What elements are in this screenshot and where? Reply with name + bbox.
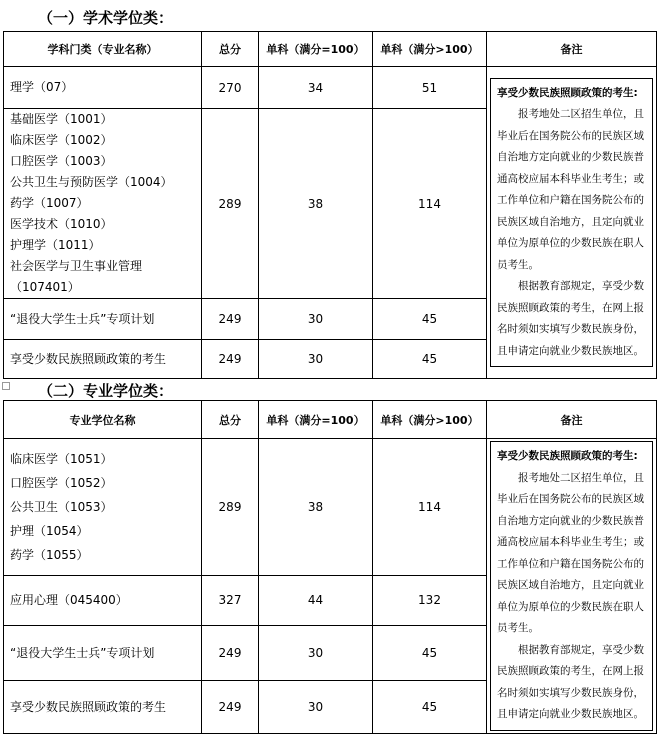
total-score: 289 <box>202 439 259 576</box>
subject-name: 享受少数民族照顾政策的考生 <box>10 699 167 714</box>
section1-title: （一）学术学位类： <box>38 9 174 27</box>
notes-paragraph: 根据教育部规定，享受少数民族照顾政策的考生，在网上报名时须如实填写少数民族身份，且申请定向就业少数民族地区。 <box>497 643 644 720</box>
header-total: 总分 <box>202 401 259 439</box>
header-single-100: 单科（满分=100） <box>259 401 373 439</box>
subject-cell <box>4 340 202 379</box>
total-score: 289 <box>202 109 259 299</box>
total-score: 327 <box>202 575 259 625</box>
single-over-100-score: 45 <box>373 340 487 379</box>
header-single-over-100: 单科（满分>100） <box>373 32 487 67</box>
subject-name: 药学（1007） <box>10 196 89 210</box>
notes-heading: 享受少数民族照顾政策的考生: <box>497 86 638 99</box>
subject-name: 医学技术（1010） <box>10 217 113 231</box>
subject-name: 基础医学（1001） <box>10 112 113 126</box>
single-over-100-score: 114 <box>373 109 487 299</box>
single-over-100-score: 114 <box>373 439 487 576</box>
section2-title: （二）专业学位类： <box>38 382 174 400</box>
subject-cell <box>4 626 202 681</box>
header-subject: 专业学位名称 <box>4 401 202 439</box>
header-subject: 学科门类（专业名称） <box>4 32 202 67</box>
notes-paragraph: 报考地处二区招生单位，且毕业后在国务院公布的民族区域自治地方定向就业的少数民族普通高校应届本科毕业生考生；或工作单位和户籍在国务院公布的民族区域自治地方，且定向就业单位为原单位的少数民族在职人员考生。 <box>497 471 644 634</box>
subject-name: 口腔医学（1003） <box>10 154 113 168</box>
paragraph-marker-icon <box>2 382 10 390</box>
total-score: 249 <box>202 340 259 379</box>
subject-cell <box>4 67 202 109</box>
table-row <box>4 439 657 576</box>
header-single-over-100: 单科（满分>100） <box>373 401 487 439</box>
total-score: 249 <box>202 626 259 681</box>
single-over-100-score: 51 <box>373 67 487 109</box>
notes-cell <box>487 439 657 734</box>
single-100-score: 38 <box>259 439 373 576</box>
academic-degree-table <box>3 31 657 379</box>
subject-name: 药学（1055） <box>10 547 89 562</box>
subject-cell <box>4 680 202 733</box>
notes-heading: 享受少数民族照顾政策的考生: <box>497 450 638 462</box>
subject-name: 享受少数民族照顾政策的考生 <box>10 351 167 366</box>
single-100-score: 30 <box>259 299 373 340</box>
subject-name: 护理学（1011） <box>10 238 101 252</box>
single-100-score: 30 <box>259 680 373 733</box>
notes-box <box>490 78 653 368</box>
subject-name: 应用心理（045400） <box>10 593 128 608</box>
subject-name: 临床医学（1051） <box>10 451 113 466</box>
single-100-score: 44 <box>259 575 373 625</box>
subject-cell <box>4 109 202 299</box>
header-single-100: 单科（满分=100） <box>259 32 373 67</box>
notes-paragraph: 根据教育部规定，享受少数民族照顾政策的考生，在网上报名时须如实填写少数民族身份，且申请定向就业少数民族地区。 <box>497 280 644 357</box>
subject-name: 理学（07） <box>10 80 74 94</box>
header-notes: 备注 <box>487 401 657 439</box>
subject-name: 口腔医学（1052） <box>10 475 113 490</box>
header-notes: 备注 <box>487 32 657 67</box>
single-100-score: 38 <box>259 109 373 299</box>
single-100-score: 30 <box>259 340 373 379</box>
single-100-score: 34 <box>259 67 373 109</box>
professional-degree-table <box>3 400 657 734</box>
total-score: 249 <box>202 299 259 340</box>
single-over-100-score: 45 <box>373 626 487 681</box>
subject-name: “退役大学生士兵”专项计划 <box>10 311 155 326</box>
single-over-100-score: 45 <box>373 299 487 340</box>
notes-paragraph: 报考地处二区招生单位，且毕业后在国务院公布的民族区域自治地方定向就业的少数民族普通高校应届本科毕业生考生；或工作单位和户籍在国务院公布的民族区域自治地方，且定向就业单位为原单位的少数民族在职人员考生。 <box>497 108 644 271</box>
notes-box <box>490 441 653 731</box>
subject-cell <box>4 575 202 625</box>
single-over-100-score: 132 <box>373 575 487 625</box>
total-score: 249 <box>202 680 259 733</box>
subject-cell <box>4 299 202 340</box>
subject-name: 临床医学（1002） <box>10 133 113 147</box>
single-100-score: 30 <box>259 626 373 681</box>
single-over-100-score: 45 <box>373 680 487 733</box>
subject-name: “退役大学生士兵”专项计划 <box>10 646 155 661</box>
subject-cell <box>4 439 202 576</box>
notes-cell <box>487 67 657 379</box>
total-score: 270 <box>202 67 259 109</box>
table-row <box>4 67 657 109</box>
subject-name: 公共卫生与预防医学（1004） <box>10 175 173 189</box>
subject-name: 护理（1054） <box>10 523 89 538</box>
header-total: 总分 <box>202 32 259 67</box>
subject-name: 公共卫生（1053） <box>10 499 113 514</box>
subject-name: 社会医学与卫生事业管理（107401） <box>10 259 143 294</box>
